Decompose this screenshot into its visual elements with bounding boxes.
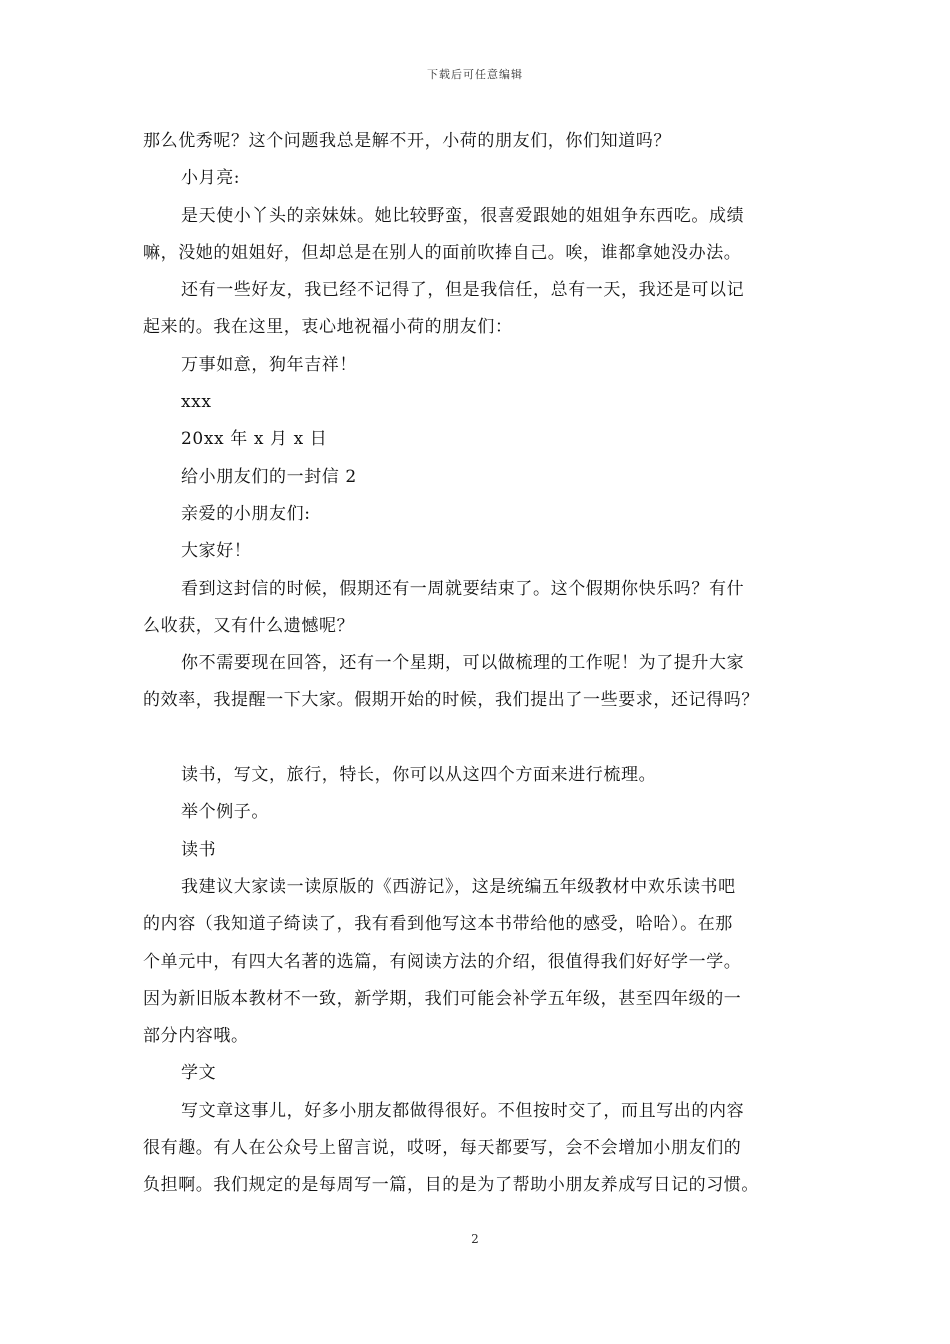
paragraph-line: 是天使小丫头的亲妹妹。她比较野蛮，很喜爱跟她的姐姐争东西吃。成绩 bbox=[181, 205, 745, 226]
paragraph-line: 还有一些好友，我已经不记得了，但是我信任，总有一天，我还是可以记 bbox=[181, 280, 745, 301]
paragraph-line: 读书，写文，旅行，特长，你可以从这四个方面来进行梳理。 bbox=[181, 765, 657, 786]
paragraph-line: 看到这封信的时候，假期还有一周就要结束了。这个假期你快乐吗？有什 bbox=[181, 578, 745, 599]
paragraph-line: 嘛，没她的姐姐好，但却总是在别人的面前吹捧自己。唉，谁都拿她没办法。 bbox=[143, 242, 742, 263]
paragraph-line: 个单元中，有四大名著的选篇，有阅读方法的介绍，很值得我们好好学一学。 bbox=[143, 951, 742, 972]
paragraph-line: 的效率，我提醒一下大家。假期开始的时候，我们提出了一些要求，还记得吗？ bbox=[143, 690, 759, 711]
section-heading: 学文 bbox=[181, 1063, 217, 1084]
paragraph-line: 的内容（我知道子绮读了，我有看到他写这本书带给他的感受，哈哈）。在那 bbox=[143, 914, 733, 935]
paragraph-line: 么收获，又有什么遗憾呢？ bbox=[143, 615, 355, 636]
paragraph-line: 举个例子。 bbox=[181, 802, 269, 823]
paragraph-line: 你不需要现在回答，还有一个星期，可以做梳理的工作呢！为了提升大家 bbox=[181, 653, 745, 674]
section-heading: 小月亮: bbox=[181, 168, 241, 189]
blessing-line: 万事如意，狗年吉祥！ bbox=[181, 354, 357, 375]
greeting: 大家好！ bbox=[181, 541, 252, 562]
letter-title: 给小朋友们的一封信 2 bbox=[181, 466, 357, 487]
date-line: 20xx 年 x 月 x 日 bbox=[181, 429, 328, 450]
paragraph-line: 部分内容哦。 bbox=[143, 1026, 249, 1047]
paragraph-line: 那么优秀呢？这个问题我总是解不开，小荷的朋友们，你们知道吗？ bbox=[143, 131, 671, 151]
page-header: 下载后可任意编辑 bbox=[427, 68, 523, 81]
page-number: 2 bbox=[471, 1232, 479, 1246]
paragraph-line: 写文章这事儿，好多小朋友都做得很好。不但按时交了，而且写出的内容 bbox=[181, 1100, 745, 1121]
section-heading: 读书 bbox=[181, 839, 217, 860]
blank-line bbox=[143, 720, 825, 757]
paragraph-line: 我建议大家读一读原版的《西游记》，这是统编五年级教材中欢乐读书吧 bbox=[181, 876, 736, 897]
document-body bbox=[143, 123, 825, 1205]
paragraph-line: 很有趣。有人在公众号上留言说，哎呀，每天都要写，会不会增加小朋友们的 bbox=[143, 1138, 742, 1159]
salutation: 亲爱的小朋友们: bbox=[181, 503, 311, 524]
paragraph-line: 因为新旧版本教材不一致，新学期，我们可能会补学五年级，甚至四年级的一 bbox=[143, 988, 742, 1009]
paragraph-line: 起来的。我在这里，衷心地祝福小荷的朋友们： bbox=[143, 317, 513, 338]
signature: xxx bbox=[181, 392, 212, 413]
paragraph-line: 负担啊。我们规定的是每周写一篇，目的是为了帮助小朋友养成写日记的习惯。 bbox=[143, 1175, 759, 1196]
